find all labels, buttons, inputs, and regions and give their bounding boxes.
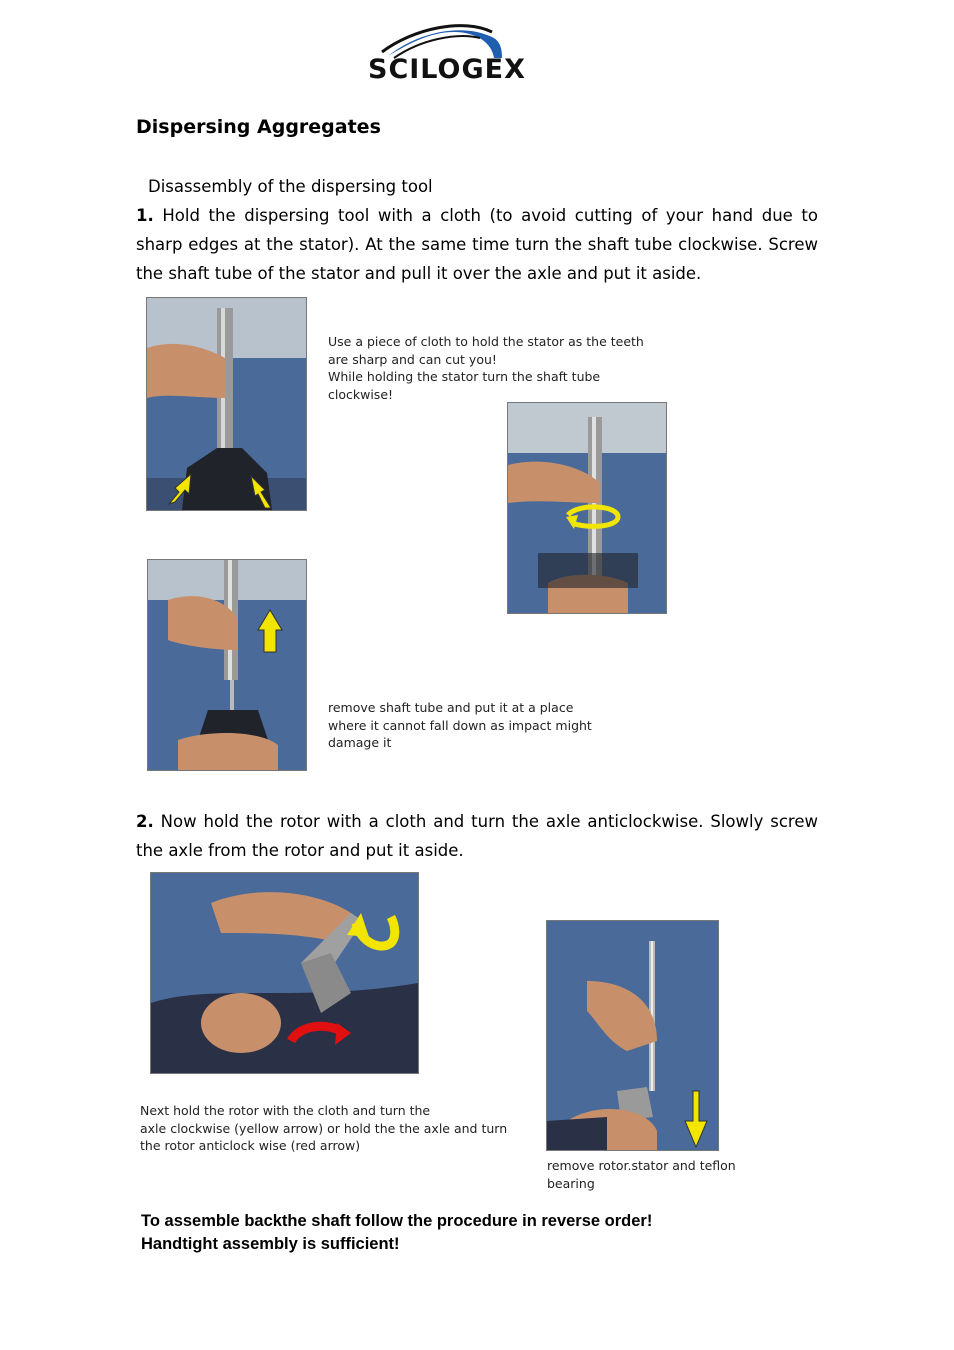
section-title: Dispersing Aggregates: [136, 116, 381, 138]
caption-cloth-line4: clockwise!: [328, 386, 394, 402]
caption-cloth-line1: Use a piece of cloth to hold the stator as the teeth: [328, 334, 644, 349]
caption-remove: [328, 699, 628, 752]
subtitle: Disassembly of the dispersing tool: [148, 177, 433, 196]
step2-text: Now hold the rotor with a cloth and turn the axle anticlockwise. Slowly screw the axle from the rotor and put it aside.: [136, 812, 818, 860]
caption-teflon-line2: bearing: [547, 1175, 595, 1191]
caption-rotor-line1: Next hold the rotor with the cloth and turn the: [140, 1103, 431, 1118]
logo-text: SCILOGEX: [368, 54, 526, 85]
step1-paragraph: [136, 201, 818, 288]
caption-remove-line1: remove shaft tube and put it at a place: [328, 700, 574, 715]
caption-remove-line3: damage it: [328, 735, 392, 750]
final-note-line2: Handtight assembly is sufficient!: [141, 1235, 400, 1253]
photo-turn-shaft-tube: [507, 402, 667, 614]
caption-cloth: [328, 333, 658, 403]
final-note: [141, 1210, 761, 1256]
caption-rotor: [140, 1102, 520, 1155]
caption-remove-line2: where it cannot fall down as impact might: [328, 717, 592, 733]
caption-teflon-line1: remove rotor.stator and teflon: [547, 1158, 736, 1173]
step1-number: 1.: [136, 206, 154, 225]
caption-cloth-line2: are sharp and can cut you!: [328, 351, 497, 367]
photo-rotor-turn: [150, 872, 419, 1074]
step1-text: Hold the dispersing tool with a cloth (to avoid cutting of your hand due to sharp edges at the stator). At the same time turn the shaft tube clockwise. Screw the shaft tube of the stator and pull it over the axle and put it aside.: [136, 206, 818, 283]
caption-teflon: [547, 1157, 747, 1192]
photo-remove-shaft-tube: [147, 559, 307, 771]
photo-hold-stator: [146, 297, 307, 511]
final-note-line1: To assemble backthe shaft follow the procedure in reverse order!: [141, 1212, 653, 1230]
step2-number: 2.: [136, 812, 154, 831]
caption-rotor-line2: axle clockwise (yellow arrow) or hold the the axle and turn: [140, 1120, 508, 1136]
logo: [368, 18, 524, 84]
caption-cloth-line3: While holding the stator turn the shaft tube: [328, 369, 601, 384]
caption-rotor-line3: the rotor anticlock wise (red arrow): [140, 1138, 361, 1153]
step2-paragraph: [136, 807, 818, 865]
photo-remove-rotor-stator: [546, 920, 719, 1151]
